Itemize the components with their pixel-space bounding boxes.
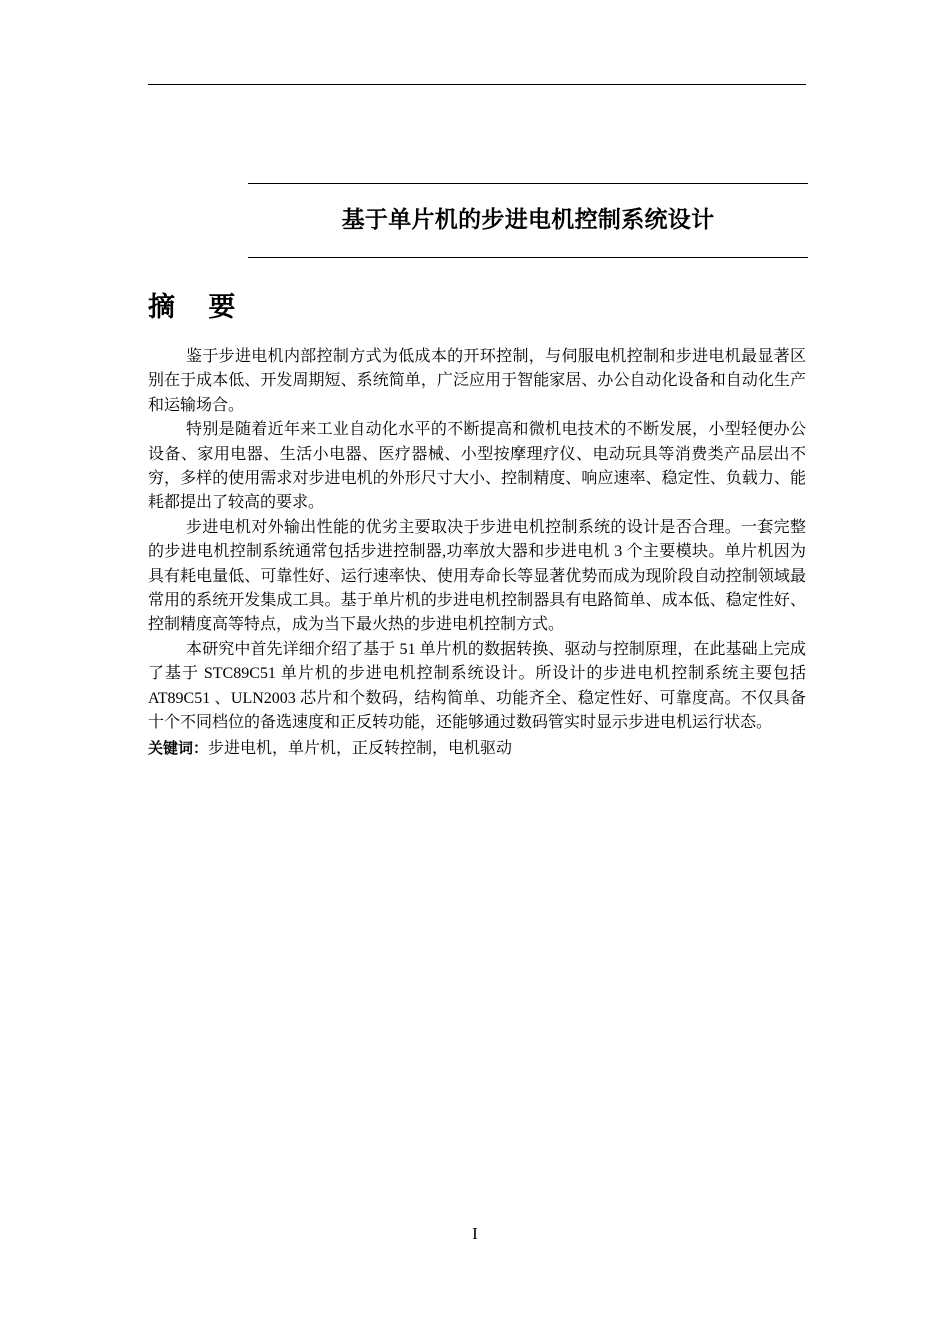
abstract-heading: 摘 要 [148, 292, 248, 323]
keywords-line [148, 736, 806, 761]
document-title: 基于单片机的步进电机控制系统设计 [341, 207, 715, 233]
abstract-paragraph: 本研究中首先详细介绍了基于 51 单片机的数据转换、驱动与控制原理，在此基础上完成了基于 STC89C51 单片机的步进电机控制系统设计。所设计的步进电机控制系统主要包括 AT89C51 、ULN2003 芯片和个数码，结构简单、功能齐全、稳定性好、可靠度高。不仅具备十个不同档位的备选速度和正反转功能，还能够通过数码管实时显示步进电机运行状态。 [148, 640, 806, 732]
header-rule [148, 84, 806, 85]
abstract-paragraph: 特别是随着近年来工业自动化水平的不断提高和微机电技术的不断发展，小型轻便办公设备、家用电器、生活小电器、医疗器械、小型按摩理疗仪、电动玩具等消费类产品层出不穷，多样的使用需求对步进电机的外形尺寸大小、控制精度、响应速率、稳定性、负载力、能耗都提出了较高的要求。 [148, 421, 806, 512]
keywords-label: 关键词： [148, 738, 209, 757]
abstract-paragraph: 步进电机对外输出性能的优劣主要取决于步进电机控制系统的设计是否合理。一套完整的步进电机控制系统通常包括步进控制器,功率放大器和步进电机 3 个主要模块。单片机因为具有耗电量低、可靠性好、运行速率快、使用寿命长等显著优势而成为现阶段自动控制领域最常用的系统开发集成工具。基于单片机的步进电机控制器具有电路简单、成本低、稳定性好、控制精度高等特点，成为当下最火热的步进电机控制方式。 [148, 518, 806, 634]
abstract-body [148, 345, 806, 761]
title-top-rule [248, 183, 808, 184]
keywords-value: 步进电机，单片机，正反转控制，电机驱动 [208, 739, 513, 757]
abstract-paragraph: 鉴于步进电机内部控制方式为低成本的开环控制，与伺服电机控制和步进电机最显著区别在于成本低、开发周期短、系统简单，广泛应用于智能家居、办公自动化设备和自动化生产和运输场合。 [148, 348, 806, 414]
page-number: I [472, 1224, 478, 1243]
title-bottom-rule [248, 257, 808, 258]
